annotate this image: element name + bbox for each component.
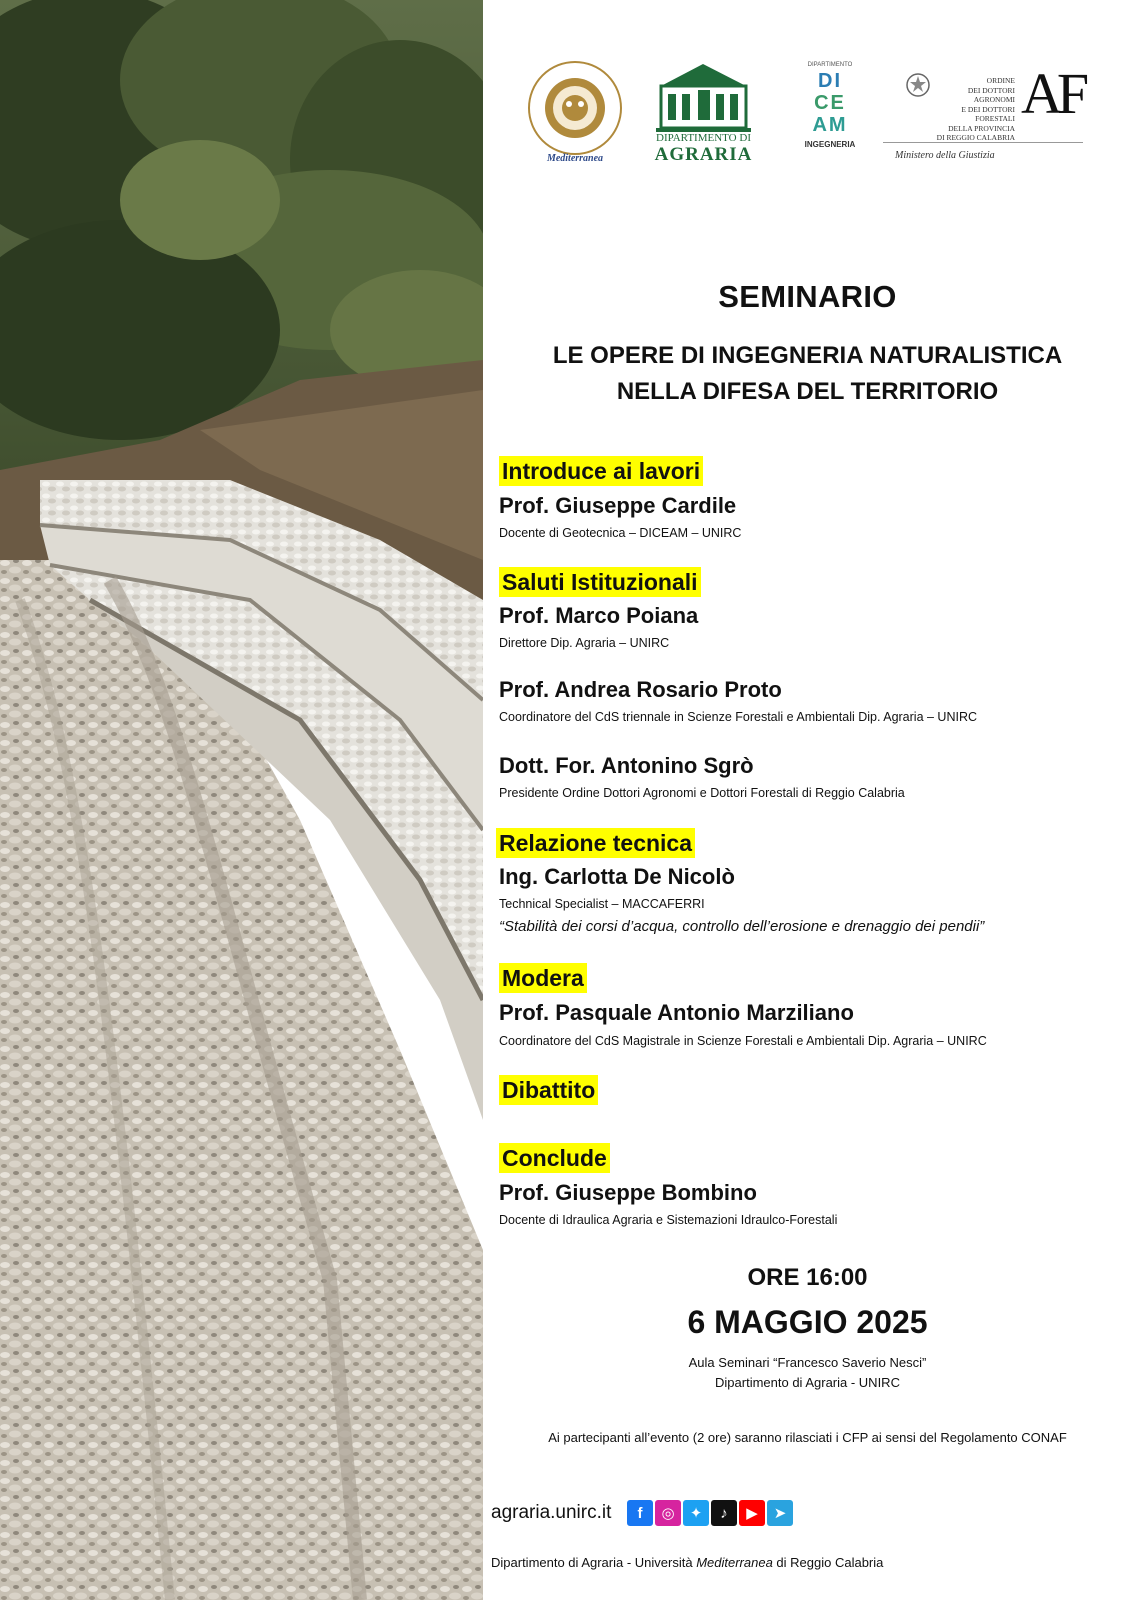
republic-emblem-icon — [903, 70, 933, 100]
diceam-logo — [800, 62, 860, 166]
youtube-icon[interactable]: ▶ — [739, 1500, 765, 1526]
moderator-name: Prof. Pasquale Antonio Marziliano — [499, 1000, 854, 1025]
unirc-logo-text: Mediterranea — [546, 153, 604, 164]
ordine-line-2: DEI DOTTORI AGRONOMI — [967, 85, 1015, 104]
twitter-icon[interactable]: ✦ — [683, 1500, 709, 1526]
tech-talk-title: “Stabilità dei corsi d’acqua, controllo dell’erosione e drenaggio dei pendii” — [499, 918, 985, 935]
ordine-af-mark: AF — [1021, 61, 1084, 126]
greet2-speaker-name: Prof. Andrea Rosario Proto — [499, 677, 782, 702]
diceam-letters-2: CE — [814, 92, 846, 114]
unirc-logo — [520, 58, 630, 166]
venue-room: Aula Seminari “Francesco Saverio Nesci” — [688, 1355, 927, 1370]
conclusion-heading: Conclude — [499, 1143, 610, 1173]
ordine-ministry-text: Ministero della Giustizia — [895, 150, 995, 161]
ordine-line-3: E DEI DOTTORI FORESTALI — [961, 104, 1015, 123]
moderator-role: Coordinatore del CdS Magistrale in Scienze Forestali e Ambientali Dip. Agraria – UNIRC — [499, 1034, 987, 1048]
ordine-line-4: DELLA PROVINCIA — [948, 123, 1015, 133]
conclusion-speaker-role: Docente di Idraulica Agraria e Sistemazioni Idraulco-Forestali — [499, 1213, 838, 1227]
agraria-logo-line1: DIPARTIMENTO DI — [656, 132, 751, 144]
footer-suffix: di Reggio Calabria — [772, 1555, 884, 1570]
intro-speaker-role: Docente di Geotecnica – DICEAM – UNIRC — [499, 526, 742, 540]
diceam-logo-bottom: INGEGNERIA — [804, 140, 856, 149]
tech-speaker-name: Ing. Carlotta De Nicolò — [499, 864, 735, 889]
greet3-speaker-role: Presidente Ordine Dottori Agronomi e Dottori Forestali di Reggio Calabria — [499, 786, 905, 800]
tech-speaker-role: Technical Specialist – MACCAFERRI — [499, 897, 705, 911]
intro-speaker-name: Prof. Giuseppe Cardile — [499, 493, 737, 518]
cover-photo — [0, 0, 483, 1600]
tiktok-icon[interactable]: ♪ — [711, 1500, 737, 1526]
footer-text — [491, 1555, 883, 1570]
footer-prefix: Dipartimento di Agraria - Università — [491, 1555, 697, 1570]
greet1-speaker-role: Direttore Dip. Agraria – UNIRC — [499, 636, 670, 650]
diceam-logo-top: DIPARTIMENTO — [807, 62, 853, 68]
debate-heading: Dibattito — [499, 1075, 598, 1105]
greet2-speaker-role: Coordinatore del CdS triennale in Scienze Forestali e Ambientali Dip. Agraria – UNIRC — [499, 710, 978, 724]
ordine-agronomi-logo — [895, 61, 1113, 172]
ordine-line-5: DI REGGIO CALABRIA — [936, 133, 1015, 142]
ordine-line-1: ORDINE — [986, 76, 1015, 85]
event-date: 6 MAGGIO 2025 — [687, 1304, 928, 1340]
cfp-note: Ai partecipanti all’evento (2 ore) saranno rilasciati i CFP ai sensi del Regolamento CONAF — [548, 1430, 1067, 1445]
facebook-icon[interactable]: f — [627, 1500, 653, 1526]
gabion-wall-landscape-photo — [0, 0, 483, 1600]
diceam-letters-3: AM — [812, 114, 848, 136]
event-subtitle-line2: NELLA DIFESA DEL TERRITORIO — [616, 378, 999, 405]
agraria-logo-line2: AGRARIA — [654, 144, 753, 165]
moderator-heading: Modera — [499, 963, 587, 993]
conclusion-speaker-name: Prof. Giuseppe Bombino — [499, 1180, 757, 1205]
event-time: ORE 16:00 — [747, 1264, 868, 1291]
instagram-icon[interactable]: ◎ — [655, 1500, 681, 1526]
greet3-speaker-name: Dott. For. Antonino Sgrò — [499, 753, 754, 778]
intro-heading: Introduce ai lavori — [499, 456, 703, 486]
greet1-speaker-name: Prof. Marco Poiana — [499, 603, 699, 628]
diceam-letters-1: DI — [818, 70, 842, 92]
event-subtitle-line1: LE OPERE DI INGEGNERIA NATURALISTICA — [552, 342, 1063, 369]
website-link[interactable]: agraria.unirc.it — [491, 1502, 612, 1523]
agraria-logo — [646, 56, 761, 166]
social-icons — [627, 1500, 793, 1526]
venue-department: Dipartimento di Agraria - UNIRC — [715, 1375, 900, 1390]
telegram-icon[interactable]: ➤ — [767, 1500, 793, 1526]
greetings-heading: Saluti Istituzionali — [499, 567, 701, 597]
event-title: SEMINARIO — [718, 279, 897, 314]
footer-italic: Mediterranea — [696, 1555, 773, 1570]
tech-heading: Relazione tecnica — [496, 828, 695, 858]
